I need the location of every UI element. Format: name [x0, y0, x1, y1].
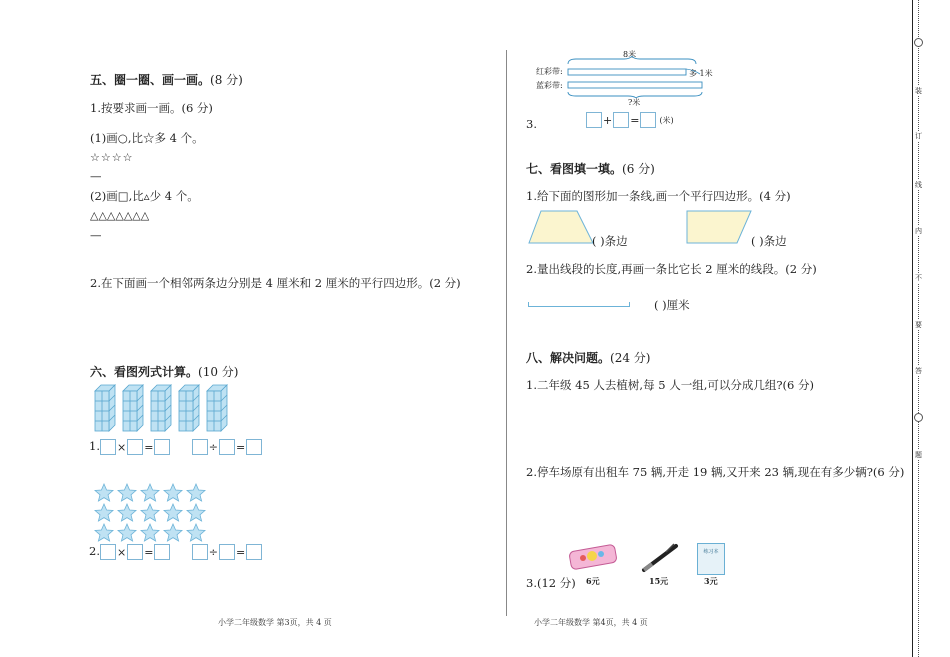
binding-char: 装: [915, 87, 922, 95]
binding-circle: [914, 413, 923, 422]
pencil-case-image: [567, 542, 619, 572]
blank-edges-2: ( )条边: [751, 234, 787, 248]
section7-q1: 1.给下面的图形加一条线,画一个平行四边形。(4 分): [526, 189, 791, 203]
binding-char: 订: [915, 132, 922, 140]
notebook-image: 练习本: [697, 543, 725, 575]
section6-q2-row: 2. × = ÷ =: [89, 544, 262, 560]
section7-title: 七、看图填一填。(6 分): [526, 162, 655, 176]
answer-box[interactable]: [100, 544, 116, 560]
bottom-length-label: ?米: [628, 98, 641, 107]
answer-line: —: [90, 169, 102, 183]
binding-circle: [914, 38, 923, 47]
section7-q2: 2.量出线段的长度,再画一条比它长 2 厘米的线段。(2 分): [526, 262, 817, 276]
answer-line: —: [90, 228, 102, 242]
answer-box[interactable]: [192, 544, 208, 560]
q3-number: 3.: [526, 117, 537, 131]
section5-title: 五、圈一圈、画一画。(8 分): [90, 73, 243, 87]
section5-q2: 2.在下面画一个相邻两条边分别是 4 厘米和 2 厘米的平行四边形。(2 分): [90, 276, 461, 290]
price-pen: 15元: [649, 576, 669, 586]
binding-char: 不: [915, 274, 922, 282]
section5-q1b: (2)画□,比▵少 4 个。: [90, 189, 199, 203]
answer-box[interactable]: [127, 439, 143, 455]
binding-char: 题: [915, 451, 922, 459]
measure-segment: [528, 302, 630, 307]
answer-box[interactable]: [154, 544, 170, 560]
section5-q1a: (1)画○,比☆多 4 个。: [90, 131, 204, 145]
answer-box[interactable]: [246, 439, 262, 455]
answer-box[interactable]: [640, 112, 656, 128]
stars-image: [94, 483, 212, 543]
price-pencil-case: 6元: [586, 576, 600, 586]
answer-box[interactable]: [219, 544, 235, 560]
binding-char: 答: [915, 367, 922, 375]
left-footer: 小学二年级数学 第3页，共 4 页: [218, 618, 332, 627]
binding-char: 要: [915, 321, 922, 329]
parallelogram-shape: [685, 209, 753, 245]
section8-q1: 1.二年级 45 人去植树,每 5 人一组,可以分成几组?(6 分): [526, 378, 814, 392]
binding-char: 内: [915, 227, 922, 235]
ribbon-diagram: [566, 56, 706, 98]
triangles-row: △△△△△△△: [90, 209, 150, 222]
page-divider: [506, 50, 507, 616]
answer-box[interactable]: [219, 439, 235, 455]
answer-box[interactable]: [586, 112, 602, 128]
section8-title: 八、解决问题。(24 分): [526, 351, 651, 365]
answer-box[interactable]: [100, 439, 116, 455]
blank-length: ( )厘米: [654, 298, 690, 312]
right-footer: 小学二年级数学 第4页，共 4 页: [534, 618, 648, 627]
answer-box[interactable]: [246, 544, 262, 560]
red-ribbon-label: 红彩带:: [536, 67, 563, 76]
q3-equation: + = (米): [586, 112, 674, 128]
binding-char: 线: [915, 181, 922, 189]
section6-title: 六、看图列式计算。(10 分): [90, 365, 239, 379]
blank-edges-1: ( )条边: [592, 234, 628, 248]
top-length-label: 8米: [623, 50, 637, 59]
answer-box[interactable]: [127, 544, 143, 560]
section8-q3: 3.(12 分): [526, 576, 576, 590]
pen-image: [640, 542, 680, 574]
more-label: 多 1米: [689, 69, 713, 78]
answer-box[interactable]: [192, 439, 208, 455]
section8-q2: 2.停车场原有出租车 75 辆,开走 19 辆,又开来 23 辆,现在有多少辆?(6 分): [526, 465, 905, 479]
trapezoid-shape: [527, 209, 595, 245]
blue-ribbon-label: 蓝彩带:: [536, 81, 563, 90]
answer-box[interactable]: [613, 112, 629, 128]
stars-row: ☆☆☆☆: [90, 151, 134, 164]
section5-q1: 1.按要求画一画。(6 分): [90, 101, 213, 115]
answer-box[interactable]: [154, 439, 170, 455]
price-notebook: 3元: [704, 576, 718, 586]
cube-stacks-image: [93, 383, 238, 433]
binding-outer-line: [912, 0, 913, 657]
section6-q1-row: 1. × = ÷ =: [89, 439, 262, 455]
